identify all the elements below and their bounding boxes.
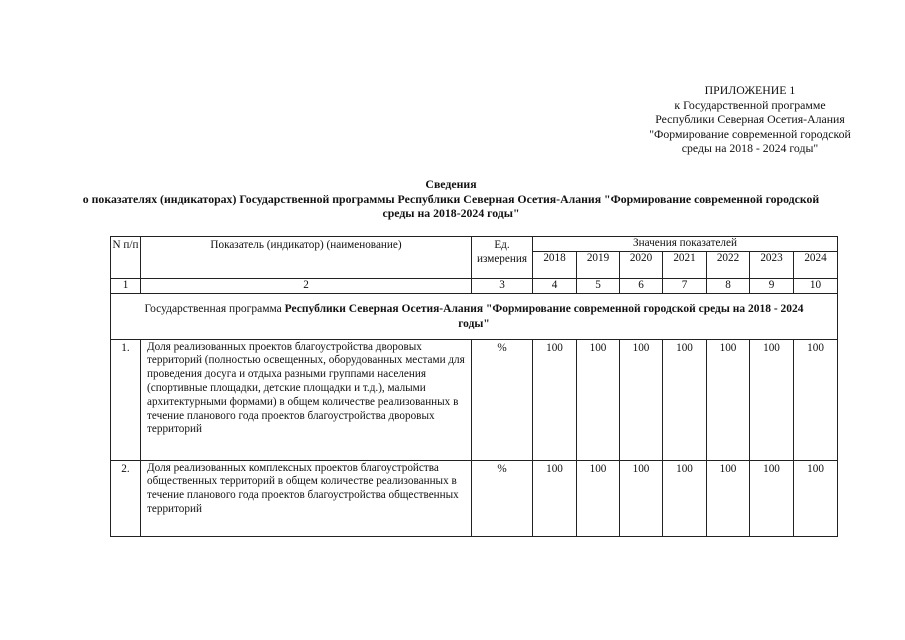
table-row: [111, 460, 838, 536]
row-indicator: Доля реализованных комплексных проектов благоустройства общественных территорий в общем количестве реализованных в течение планового года проектов благоустройства общественных территорий: [141, 460, 472, 536]
column-number: 7: [663, 278, 707, 293]
header-year: 2020: [620, 251, 663, 278]
header-year: 2021: [663, 251, 707, 278]
row-value: 100: [794, 460, 838, 536]
column-number: 2: [141, 278, 472, 293]
column-number: 5: [577, 278, 620, 293]
heading-title: Сведения: [425, 177, 477, 191]
heading-line: среды на 2018-2024 годы": [382, 206, 520, 220]
row-value: 100: [663, 460, 707, 536]
header-indicator: Показатель (индикатор) (наименование): [141, 237, 472, 279]
row-value: 100: [663, 339, 707, 460]
header-row: [111, 237, 838, 252]
header-num: N п/п: [111, 237, 141, 279]
column-number: 3: [472, 278, 533, 293]
indicators-table: [110, 236, 838, 537]
appendix-line: среды на 2018 - 2024 годы": [681, 141, 819, 155]
appendix-block: [600, 83, 900, 156]
header-year: 2018: [533, 251, 577, 278]
column-number: 4: [533, 278, 577, 293]
row-value: 100: [707, 339, 750, 460]
appendix-line: Республики Северная Осетия-Алания: [655, 112, 845, 126]
heading-line: о показателях (индикаторах) Государственной программы Республики Северная Осетия-Алания "Формирование современной городской: [82, 191, 820, 206]
appendix-line: к Государственной программе: [674, 97, 826, 112]
row-unit: %: [472, 339, 533, 460]
appendix-line: "Формирование современной городской: [649, 126, 851, 141]
row-unit: %: [472, 460, 533, 536]
row-number: 1.: [111, 339, 141, 460]
column-number: 8: [707, 278, 750, 293]
column-number: 10: [794, 278, 838, 293]
row-value: 100: [577, 339, 620, 460]
row-value: 100: [794, 339, 838, 460]
header-unit: Ед. измерения: [472, 237, 533, 279]
row-indicator: Доля реализованных проектов благоустройства дворовых территорий (полностью освещенных, оборудованных местами для проведения досуга и отдыха разными группами населения (спортивные площадки, детские площадки и т.д.), малыми архитектурными формами) в общем количестве реализованных в течение планового года проектов благоустройства дворовых территорий: [141, 339, 472, 460]
row-value: 100: [577, 460, 620, 536]
row-value: 100: [533, 460, 577, 536]
header-values-group: Значения показателей: [533, 237, 838, 252]
column-number-row: [111, 278, 838, 293]
header-year: 2022: [707, 251, 750, 278]
row-value: 100: [533, 339, 577, 460]
column-number: 6: [620, 278, 663, 293]
row-value: 100: [620, 460, 663, 536]
column-number: 9: [750, 278, 794, 293]
program-title-prefix: Государственная программа: [144, 302, 285, 315]
column-number: 1: [111, 278, 141, 293]
header-year: 2023: [750, 251, 794, 278]
document-heading: [20, 177, 882, 221]
appendix-line: ПРИЛОЖЕНИЕ 1: [704, 83, 796, 97]
header-year: 2024: [794, 251, 838, 278]
row-value: 100: [707, 460, 750, 536]
row-number: 2.: [111, 460, 141, 536]
table-row: [111, 339, 838, 460]
program-title-bold: Республики Северная Осетия-Алания "Формирование современной городской среды на 2018 - 2024 годы": [284, 302, 804, 330]
row-value: 100: [620, 339, 663, 460]
row-value: 100: [750, 339, 794, 460]
header-year: 2019: [577, 251, 620, 278]
row-value: 100: [750, 460, 794, 536]
program-row: [111, 293, 838, 339]
program-title: [111, 293, 838, 339]
